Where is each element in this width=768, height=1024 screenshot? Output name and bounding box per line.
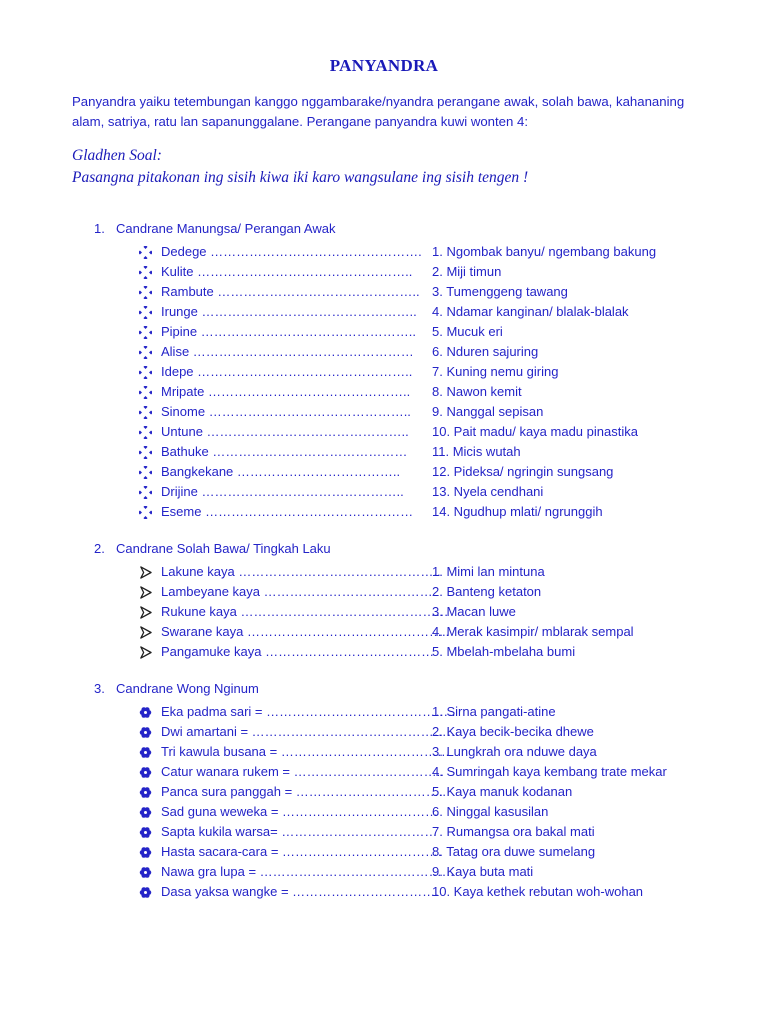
exercise-instructions	[72, 145, 712, 189]
answer-text: 5. Mucuk eri	[432, 324, 503, 339]
list-item	[0, 443, 768, 463]
list-item	[0, 643, 768, 663]
question-text: Lakune kaya ………………………………………..	[161, 564, 441, 579]
answer-text: 6. Ninggal kasusilan	[432, 804, 549, 819]
arrowhead-bullet-icon	[138, 585, 152, 599]
answer-text: 10. Kaya kethek rebutan woh-wohan	[432, 884, 644, 899]
answer-text: 11. Micis wutah	[432, 444, 521, 459]
question-text: Bathuke ………………………………………	[161, 444, 408, 459]
section-heading	[94, 541, 331, 556]
question-text: Lambeyane kaya …………………………………	[161, 584, 433, 599]
answer-text: 12. Pideksa/ ngringin sungsang	[432, 464, 614, 479]
question-text: Dasa yaksa wangke = …………………………….	[161, 884, 439, 899]
list-item	[0, 823, 768, 843]
question-text: Irunge …………………………………………..	[161, 304, 417, 319]
answer-text: 2. Banteng ketaton	[432, 584, 542, 599]
answer-text: 6. Nduren sajuring	[432, 344, 539, 359]
exercise-instruction: Pasangna pitakonan ing sisih kiwa iki karo wangsulane ing sisih tengen !	[72, 169, 529, 186]
diamond-cross-bullet-icon	[138, 505, 152, 519]
answer-text: 10. Pait madu/ kaya madu pinastika	[432, 424, 638, 439]
section-number: 3.	[94, 681, 105, 696]
exercise-heading: Gladhen Soal:	[72, 147, 162, 164]
answer-text: 1. Ngombak banyu/ ngembang bakung	[432, 244, 657, 259]
list-item	[0, 483, 768, 503]
diamond-cross-bullet-icon	[138, 305, 152, 319]
list-item	[0, 843, 768, 863]
page-title: PANYANDRA	[329, 56, 439, 75]
flower-bullet-icon	[138, 865, 152, 879]
question-text: Dedege ………………………………………….	[161, 244, 422, 259]
list-item	[0, 263, 768, 283]
answer-text: 4. Sumringah kaya kembang trate mekar	[432, 764, 667, 779]
answer-text: 13. Nyela cendhani	[432, 484, 544, 499]
answer-text: 8. Nawon kemit	[432, 384, 522, 399]
list-item	[0, 383, 768, 403]
question-text: Panca sura panggah = ……………………………..	[161, 784, 447, 799]
question-text: Eseme …………………………………………	[161, 504, 414, 519]
question-text: Rukune kaya …………………………………………	[161, 604, 449, 619]
answer-text: 1. Sirna pangati-atine	[432, 704, 556, 719]
question-text: Rambute ………………………………………..	[161, 284, 420, 299]
section-title: Candrane Wong Nginum	[116, 681, 259, 696]
diamond-cross-bullet-icon	[138, 345, 152, 359]
flower-bullet-icon	[138, 845, 152, 859]
list-item	[0, 763, 768, 783]
question-text: Pangamuke kaya …………………………………	[161, 644, 435, 659]
list-item	[0, 463, 768, 483]
intro-paragraph	[72, 92, 692, 132]
list-item	[0, 783, 768, 803]
section-title: Candrane Solah Bawa/ Tingkah Laku	[116, 541, 331, 556]
answer-text: 3. Tumenggeng tawang	[432, 284, 568, 299]
list-item	[0, 583, 768, 603]
answer-text: 3. Lungkrah ora nduwe daya	[432, 744, 597, 759]
question-text: Untune ………………………………………..	[161, 424, 409, 439]
question-text: Alise ……………………………………………	[161, 344, 414, 359]
question-text: Nawa gra lupa = ………………………………………	[161, 864, 455, 879]
answer-text: 9. Nanggal sepisan	[432, 404, 544, 419]
answer-text: 7. Rumangsa ora bakal mati	[432, 824, 595, 839]
diamond-cross-bullet-icon	[138, 465, 152, 479]
flower-bullet-icon	[138, 805, 152, 819]
list-item	[0, 703, 768, 723]
list-item	[0, 403, 768, 423]
answer-text: 7. Kuning nemu giring	[432, 364, 559, 379]
question-text: Catur wanara rukem = ……………………………..	[161, 764, 444, 779]
list-item	[0, 343, 768, 363]
question-text: Sapta kukila warsa= ………………………………	[161, 824, 438, 839]
diamond-cross-bullet-icon	[138, 425, 152, 439]
flower-bullet-icon	[138, 765, 152, 779]
list-item	[0, 283, 768, 303]
list-item	[0, 563, 768, 583]
answer-text: 1. Mimi lan mintuna	[432, 564, 545, 579]
question-text: Sinome ………………………………………..	[161, 404, 411, 419]
list-item	[0, 623, 768, 643]
list-item	[0, 723, 768, 743]
flower-bullet-icon	[138, 885, 152, 899]
answer-text: 4. Merak kasimpir/ mblarak sempal	[432, 624, 634, 639]
diamond-cross-bullet-icon	[138, 285, 152, 299]
intro-line: Panyandra yaiku tetembungan kanggo nggambarake/nyandra perangane awak, solah bawa, kahananing	[72, 94, 685, 109]
section-title: Candrane Manungsa/ Perangan Awak	[116, 221, 336, 236]
flower-bullet-icon	[138, 745, 152, 759]
list-item	[0, 803, 768, 823]
answer-text: 4. Ndamar kanginan/ blalak-blalak	[432, 304, 629, 319]
question-text: Pipine …………………………………………..	[161, 324, 416, 339]
answer-text: 2. Miji timun	[432, 264, 502, 279]
section-heading	[94, 681, 259, 696]
list-item	[0, 503, 768, 523]
list-item	[0, 243, 768, 263]
list-item	[0, 363, 768, 383]
diamond-cross-bullet-icon	[138, 385, 152, 399]
flower-bullet-icon	[138, 825, 152, 839]
list-item	[0, 323, 768, 343]
arrowhead-bullet-icon	[138, 645, 152, 659]
diamond-cross-bullet-icon	[138, 265, 152, 279]
answer-text: 9. Kaya buta mati	[432, 864, 534, 879]
answer-text: 8. Tatag ora duwe sumelang	[432, 844, 596, 859]
question-text: Kulite …………………………………………..	[161, 264, 413, 279]
diamond-cross-bullet-icon	[138, 445, 152, 459]
flower-bullet-icon	[138, 705, 152, 719]
diamond-cross-bullet-icon	[138, 245, 152, 259]
list-item	[0, 883, 768, 903]
flower-bullet-icon	[138, 725, 152, 739]
section-number: 2.	[94, 541, 105, 556]
intro-line: alam, satriya, ratu lan sapanunggalane. Perangane panyandra kuwi wonten 4:	[72, 114, 529, 129]
flower-bullet-icon	[138, 785, 152, 799]
list-item	[0, 423, 768, 443]
section-heading	[94, 221, 335, 236]
section-number: 1.	[94, 221, 105, 236]
answer-text: 2. Kaya becik-becika dhewe	[432, 724, 594, 739]
question-text: Drijine ………………………………………..	[161, 484, 404, 499]
diamond-cross-bullet-icon	[138, 405, 152, 419]
question-text: Bangkekane ………………………………..	[161, 464, 401, 479]
answer-text: 3. Macan luwe	[432, 604, 516, 619]
question-text: Tri kawula busana = …………………………………	[161, 744, 450, 759]
list-item	[0, 743, 768, 763]
arrowhead-bullet-icon	[138, 565, 152, 579]
question-text: Dwi amartani = …………………………………………	[161, 724, 460, 739]
list-item	[0, 863, 768, 883]
list-item	[0, 603, 768, 623]
diamond-cross-bullet-icon	[138, 325, 152, 339]
question-text: Idepe …………………………………………..	[161, 364, 413, 379]
answer-text: 5. Kaya manuk kodanan	[432, 784, 573, 799]
question-text: Hasta sacara-cara = ……………………………….	[161, 844, 442, 859]
diamond-cross-bullet-icon	[138, 485, 152, 499]
arrowhead-bullet-icon	[138, 625, 152, 639]
question-text: Sad guna weweka = ………………………………	[161, 804, 439, 819]
question-text: Mripate ………………………………………..	[161, 384, 411, 399]
list-item	[0, 303, 768, 323]
diamond-cross-bullet-icon	[138, 365, 152, 379]
arrowhead-bullet-icon	[138, 605, 152, 619]
question-text: Swarane kaya ………………………………………..	[161, 624, 450, 639]
question-text: Eka padma sari = ……………………………………..	[161, 704, 456, 719]
answer-text: 14. Ngudhup mlati/ ngrunggih	[432, 504, 603, 519]
answer-text: 5. Mbelah-mbelaha bumi	[432, 644, 576, 659]
